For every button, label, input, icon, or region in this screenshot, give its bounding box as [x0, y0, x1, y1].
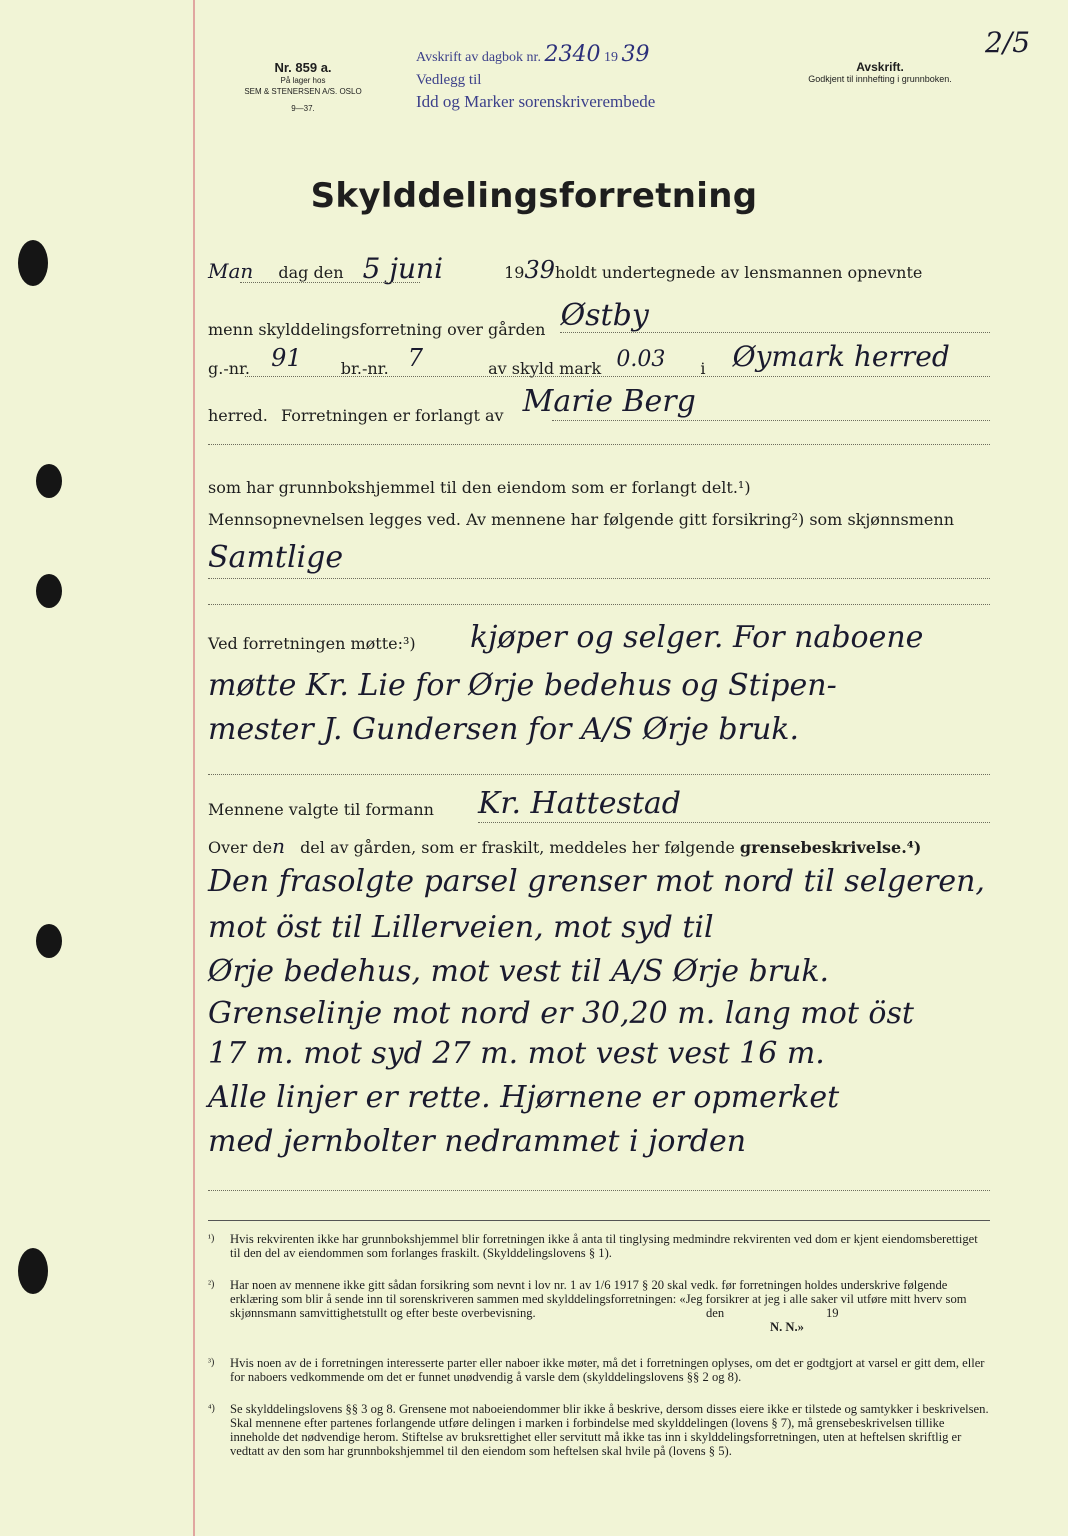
- date-line: [208, 252, 922, 285]
- motte-value: møtte Kr. Lie for Ørje bedehus og Stipen-: [208, 668, 837, 703]
- requester-line: [208, 384, 696, 425]
- gnr-line: [208, 340, 950, 378]
- footnote-number: ³): [208, 1357, 215, 1368]
- boundary-line: 17 m. mot syd 27 m. mot vest vest 16 m.: [208, 1036, 825, 1071]
- grunnbok-text: som har grunnbokshjemmel til den eiendom som er forlangt delt.¹): [208, 478, 751, 497]
- footnote: [208, 1356, 990, 1384]
- bnr-value: 7: [407, 344, 424, 372]
- sig-year: 19: [826, 1306, 839, 1320]
- motte-value: kjøper og selger. For naboene: [470, 620, 924, 655]
- corner-note: 2/5: [985, 26, 1031, 59]
- footnote-number: ⁴): [208, 1403, 215, 1414]
- stamp-year: 39: [621, 42, 650, 67]
- fill-rule: [552, 420, 990, 421]
- stamp-year-printed: 19: [603, 50, 618, 65]
- skjonnsmenn-value: Samtlige: [208, 540, 344, 575]
- date-value: 5 juni: [362, 252, 444, 285]
- grense-label: grensebeskrivelse.⁴): [739, 838, 922, 857]
- fill-rule: [560, 332, 990, 333]
- skyld-value: 0.03: [616, 347, 666, 372]
- i-label: i: [700, 359, 706, 378]
- requester-value: Marie Berg: [522, 384, 696, 419]
- formann-value: Kr. Hattestad: [478, 786, 681, 821]
- motte-line: [208, 634, 416, 653]
- year-printed: 19: [504, 263, 525, 282]
- boundary-line: Grenselinje mot nord er 30,20 m. lang mot öst: [208, 996, 914, 1031]
- over-value: n: [272, 834, 285, 858]
- footnote: [208, 1232, 990, 1260]
- stamp-line2: Vedlegg til: [416, 72, 482, 88]
- publisher-line: SEM & STENERSEN A/S. OSLO: [244, 87, 362, 96]
- punch-hole: [36, 574, 62, 608]
- sig-den: den: [706, 1306, 725, 1320]
- avskrift-note: Godkjent til innhefting i grunnboken.: [808, 74, 952, 84]
- footnote: [208, 1402, 990, 1458]
- forlangt-text: Forretningen er forlangt av: [280, 406, 504, 425]
- form-date: 9—37.: [291, 104, 315, 113]
- margin-rule: [193, 0, 195, 1536]
- mennsop-text: Mennsopnevnelsen legges ved. Av mennene har følgende gitt forsikring²) som skjønnsmenn: [208, 510, 955, 529]
- fill-rule: [478, 822, 990, 823]
- farm-value: Østby: [560, 298, 649, 333]
- fill-rule: [208, 1190, 990, 1191]
- office-stamp: [416, 44, 655, 113]
- fill-rule: [208, 444, 990, 445]
- form-number: Nr. 859 a.: [274, 60, 332, 75]
- boundary-line: Ørje bedehus, mot vest til A/S Ørje bruk.: [208, 954, 830, 989]
- over-label: Over de: [208, 838, 273, 857]
- form-header-left: [218, 60, 388, 114]
- fill-rule: [240, 282, 420, 283]
- footnote-number: ¹): [208, 1233, 215, 1244]
- punch-hole: [36, 924, 62, 958]
- holdt-text: holdt undertegnede av lensmannen opnevnte: [555, 263, 923, 282]
- footnote-number: ²): [208, 1279, 215, 1290]
- bnr-label: br.-nr.: [340, 359, 389, 378]
- stamp-line3: Idd og Marker sorenskriverembede: [416, 92, 656, 111]
- footnote-text: Har noen av mennene ikke gitt sådan forsikring som nevnt i lov nr. 1 av 1/6 1917 § 20 skal vedk. før forretningen holdes underskrive følgende erklæring som blir å sende inn til sorenskriveren sammen med skylddelingsforretningen: «Jeg forsikrer at jeg i alle saker vil utføre mitt hverv som skjønnsmann samvittighetstullt og efter beste overbevisning.: [230, 1278, 967, 1320]
- stamp-text: dagbok nr.: [481, 50, 541, 65]
- sig-nn: N. N.»: [770, 1320, 804, 1334]
- farm-line: [208, 298, 649, 339]
- fill-rule: [208, 604, 990, 605]
- footnote-separator: [208, 1220, 990, 1221]
- gnr-value: 91: [271, 344, 302, 372]
- footnote-text: Se skylddelingslovens §§ 3 og 8. Grensene mot naboeiendommer blir ikke å beskrive, dersom disses eiere ikke er tilstede og samtykker i beskrivelsen. Skal mennene efter partenes forlangende utføre delingen i marken i forbindelse med skylddelingen (lovens § 7), må grensebeskrivelsen tillike inneholde det nødvendige herom. Stiftelse av bruksrettighet eller servitutt må ikke tas inn i skylddelingsforretningen, uten at heftelsen skriftlig er vedtatt av den som har grunnbokshjemmel til den eiendom som heftelsen skal hvile på (lovens § 5).: [230, 1402, 989, 1458]
- punch-hole: [18, 1248, 48, 1294]
- menn-text: menn skylddelingsforretning over gården: [208, 320, 546, 339]
- formann-label: Mennene valgte til formann: [208, 800, 434, 819]
- fill-rule: [208, 578, 990, 579]
- footnote: [208, 1278, 990, 1334]
- motte-value: mester J. Gundersen for A/S Ørje bruk.: [208, 712, 799, 747]
- footnote-text: Hvis rekvirenten ikke har grunnbokshjemmel blir forretningen ikke å anta til tinglysing medmindre rekvirenten ved dom er kjent eiendomsberettiget til den del av eiendommen som forlanges fraskilt. (Skylddelingslovens § 1).: [230, 1232, 978, 1260]
- herred-value: Øymark herred: [732, 340, 950, 373]
- avskrift-label: Avskrift.: [856, 60, 904, 74]
- over-line: [208, 834, 921, 858]
- skyld-label: av skyld mark: [488, 359, 602, 378]
- fill-rule: [245, 376, 990, 377]
- punch-hole: [36, 464, 62, 498]
- del-text: del av gården, som er fraskilt, meddeles her følgende: [300, 838, 735, 857]
- gnr-label: g.-nr.: [208, 359, 251, 378]
- publisher-line: På lager hos: [280, 76, 326, 85]
- formann-line: [208, 800, 434, 819]
- motte-label: Ved forretningen møtte:³): [208, 634, 416, 653]
- stamp-printed: Avskrift av: [416, 50, 479, 65]
- boundary-line: Den frasolgte parsel grenser mot nord til selgeren,: [208, 864, 985, 899]
- stamp-number: 2340: [544, 42, 601, 67]
- dag-den-label: dag den: [278, 263, 344, 282]
- fill-rule: [208, 774, 990, 775]
- boundary-line: Alle linjer er rette. Hjørnene er opmerket: [208, 1080, 840, 1115]
- footnote-text: Hvis noen av de i forretningen interesserte parter eller naboer ikke møter, må det i forretningen oplyses, om det er godtgjort at varsel er gitt dem, eller for naboers vedkommende om det er funnet unødvendig å varsle dem (skylddelingslovens §§ 2 og 8).: [230, 1356, 985, 1384]
- year-value: 39: [524, 256, 556, 284]
- form-header-right: [760, 60, 1000, 84]
- punch-hole: [18, 240, 48, 286]
- weekday-value: Man: [208, 259, 254, 283]
- footnote-signature: [230, 1306, 990, 1334]
- page-title: Skylddelingsforretning: [310, 176, 758, 216]
- boundary-line: med jernbolter nedrammet i jorden: [208, 1124, 747, 1159]
- herred-label: herred.: [208, 406, 268, 425]
- boundary-line: mot öst til Lillerveien, mot syd til: [208, 910, 714, 945]
